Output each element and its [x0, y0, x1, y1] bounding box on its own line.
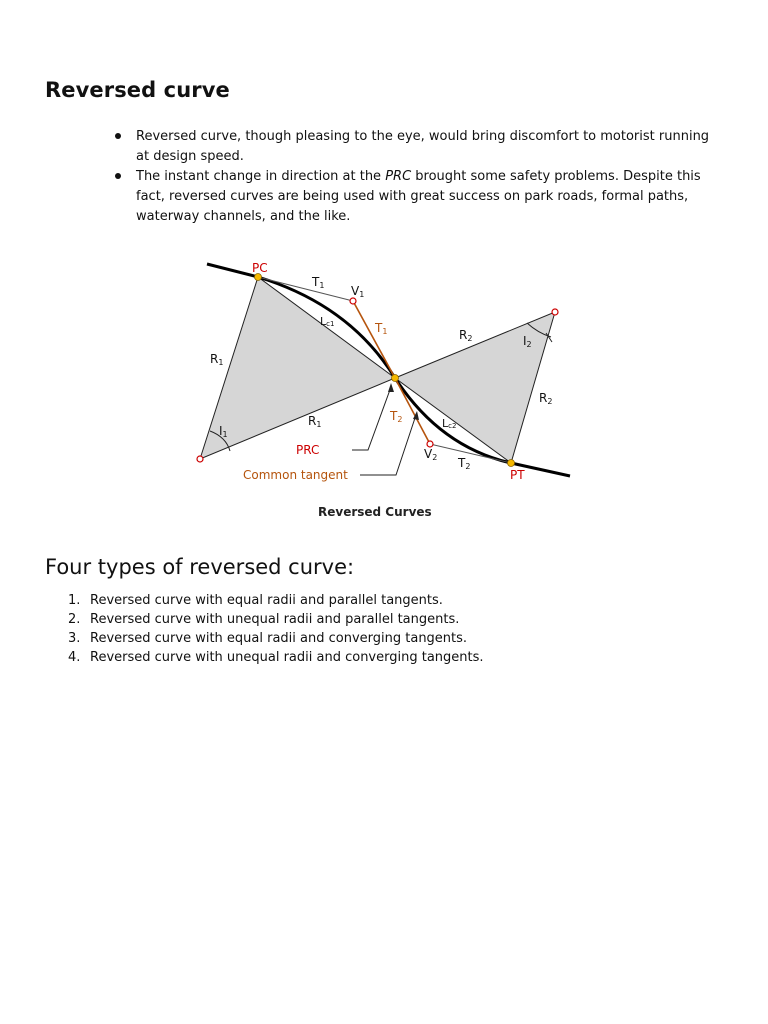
prc-leader-line: [352, 387, 391, 450]
r2-right-label: R2: [539, 391, 553, 406]
reversed-curve-figure: [190, 255, 580, 525]
i2-label: I2: [523, 334, 532, 349]
bullet-list: [110, 127, 722, 227]
common-tangent-label: Common tangent: [243, 468, 348, 482]
center-2-point: [552, 309, 558, 315]
v2-label: V2: [424, 447, 438, 462]
reversed-curve-diagram: [190, 255, 580, 525]
pt-label: PT: [510, 468, 525, 482]
t1-common-label: T1: [375, 321, 388, 336]
type-text: Reversed curve with equal radii and parallel tangents.: [90, 593, 443, 608]
prc-label: PRC: [296, 443, 320, 457]
bullet-item-1: Reversed curve, though pleasing to the eye, would bring discomfort to motorist running at design speed.: [110, 127, 722, 167]
lc2-label: Lc2: [442, 417, 457, 430]
bullet-2-prc-italic: PRC: [385, 169, 412, 184]
type-text: Reversed curve with equal radii and converging tangents.: [90, 631, 468, 646]
r2-top-label: R2: [459, 328, 473, 343]
type-item-3: [68, 629, 668, 648]
section-title: Four types of reversed curve:: [45, 555, 355, 579]
types-list: [68, 591, 668, 667]
type-number: 3.: [68, 631, 81, 646]
common-tangent-leader-line: [360, 415, 416, 475]
type-item-2: [68, 610, 668, 629]
bullet-item-2: [110, 167, 722, 227]
left-sector-fill: [200, 277, 395, 459]
type-number: 2.: [68, 612, 81, 627]
lc1-label: Lc1: [320, 315, 335, 328]
v1-point: [350, 298, 356, 304]
type-text: Reversed curve with unequal radii and converging tangents.: [90, 650, 484, 665]
back-tangent-line: [207, 264, 258, 277]
i1-label: I1: [219, 424, 228, 439]
prc-leader-arrow: [388, 383, 394, 392]
figure-caption: Reversed Curves: [318, 505, 432, 519]
v1-label: V1: [351, 284, 365, 299]
page-title: Reversed curve: [45, 78, 230, 102]
right-sector-fill: [395, 312, 555, 463]
type-item-1: [68, 591, 668, 610]
t2-common-label: T2: [390, 409, 403, 424]
type-item-4: [68, 648, 668, 667]
type-number: 4.: [68, 650, 81, 665]
bullet-2-text-end: brought some safety problems. Despite this fact, reversed curves are being used with great success on park roads, formal paths, waterway channels, and the like.: [136, 169, 701, 224]
type-number: 1.: [68, 593, 81, 608]
prc-point: [392, 375, 399, 382]
t2-bottom-label: T2: [458, 456, 471, 471]
type-text: Reversed curve with unequal radii and parallel tangents.: [90, 612, 460, 627]
center-1-point: [197, 456, 203, 462]
r1-left-label: R1: [210, 352, 224, 367]
t1-top-label: T1: [312, 275, 325, 290]
pc-label: PC: [252, 261, 268, 275]
bullet-2-text-start: The instant change in direction at the: [136, 169, 386, 184]
pt-point: [508, 460, 515, 467]
r1-bottom-label: R1: [308, 414, 322, 429]
